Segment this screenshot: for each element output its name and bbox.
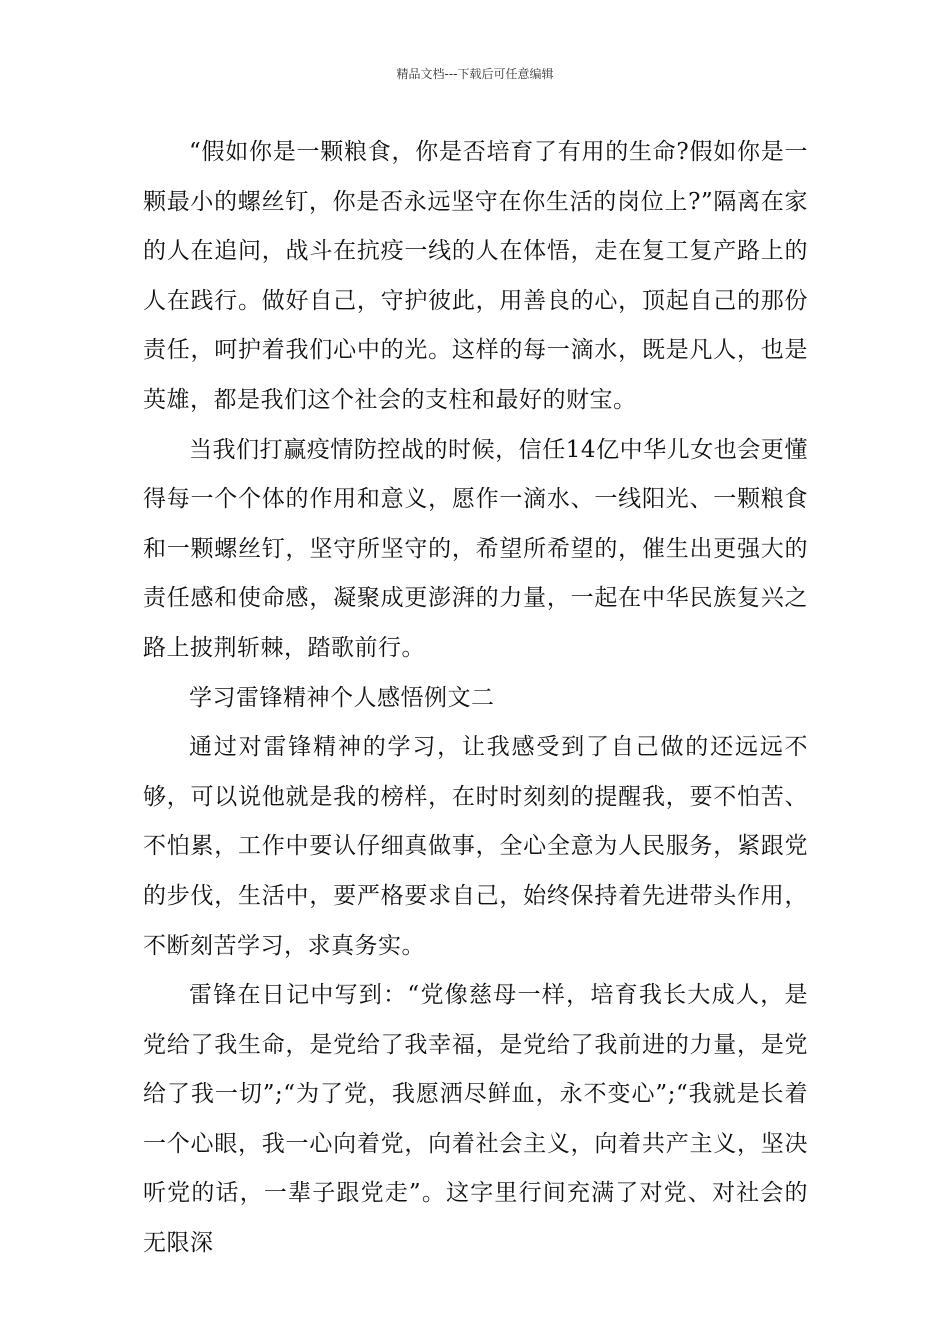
paragraph-4: 雷锋在日记中写到：“党像慈母一样，培育我长大成人，是党给了我生命，是党给了我幸福，是党给了我前进的力量，是党给了我一切”;“为了党，我愿洒尽鲜血，永不变心”;“我就是长着一个心眼，我一心向着党，向着社会主义，向着共产主义，坚决听党的话，一辈子跟党走”。这字里行间充满了对党、对社会的无限深 [143, 982, 808, 1257]
page-header: 精品文档---下载后可任意编辑 [396, 67, 554, 81]
section-title: 学习雷锋精神个人感悟例文二 [189, 684, 495, 711]
document-body [143, 128, 808, 1269]
paragraph-1: “假如你是一颗粮食，你是否培育了有用的生命?假如你是一颗最小的螺丝钉，你是否永远坚守在你生活的岗位上?”隔离在家的人在追问，战斗在抗疫一线的人在体悟，走在复工复产路上的人在践行。做好自己，守护彼此，用善良的心，顶起自己的那份责任，呵护着我们心中的光。这样的每一滴水，既是凡人，也是英雄，都是我们这个社会的支柱和最好的财宝。 [143, 139, 808, 413]
paragraph-3: 通过对雷锋精神的学习，让我感受到了自己做的还远远不够，可以说他就是我的榜样，在时时刻刻的提醒我，要不怕苦、不怕累，工作中要认仔细真做事，全心全意为人民服务，紧跟党的步伐，生活中，要严格要求自己，始终保持着先进带头作用，不断刻苦学习，求真务实。 [143, 734, 808, 959]
paragraph-2: 当我们打赢疫情防控战的时候，信任14亿中华儿女也会更懂得每一个个体的作用和意义，愿作一滴水、一线阳光、一颗粮食和一颗螺丝钉，坚守所坚守的，希望所希望的，催生出更强大的责任感和使命感，凝聚成更澎湃的力量，一起在中华民族复兴之路上披荆斩棘，踏歌前行。 [143, 436, 808, 661]
